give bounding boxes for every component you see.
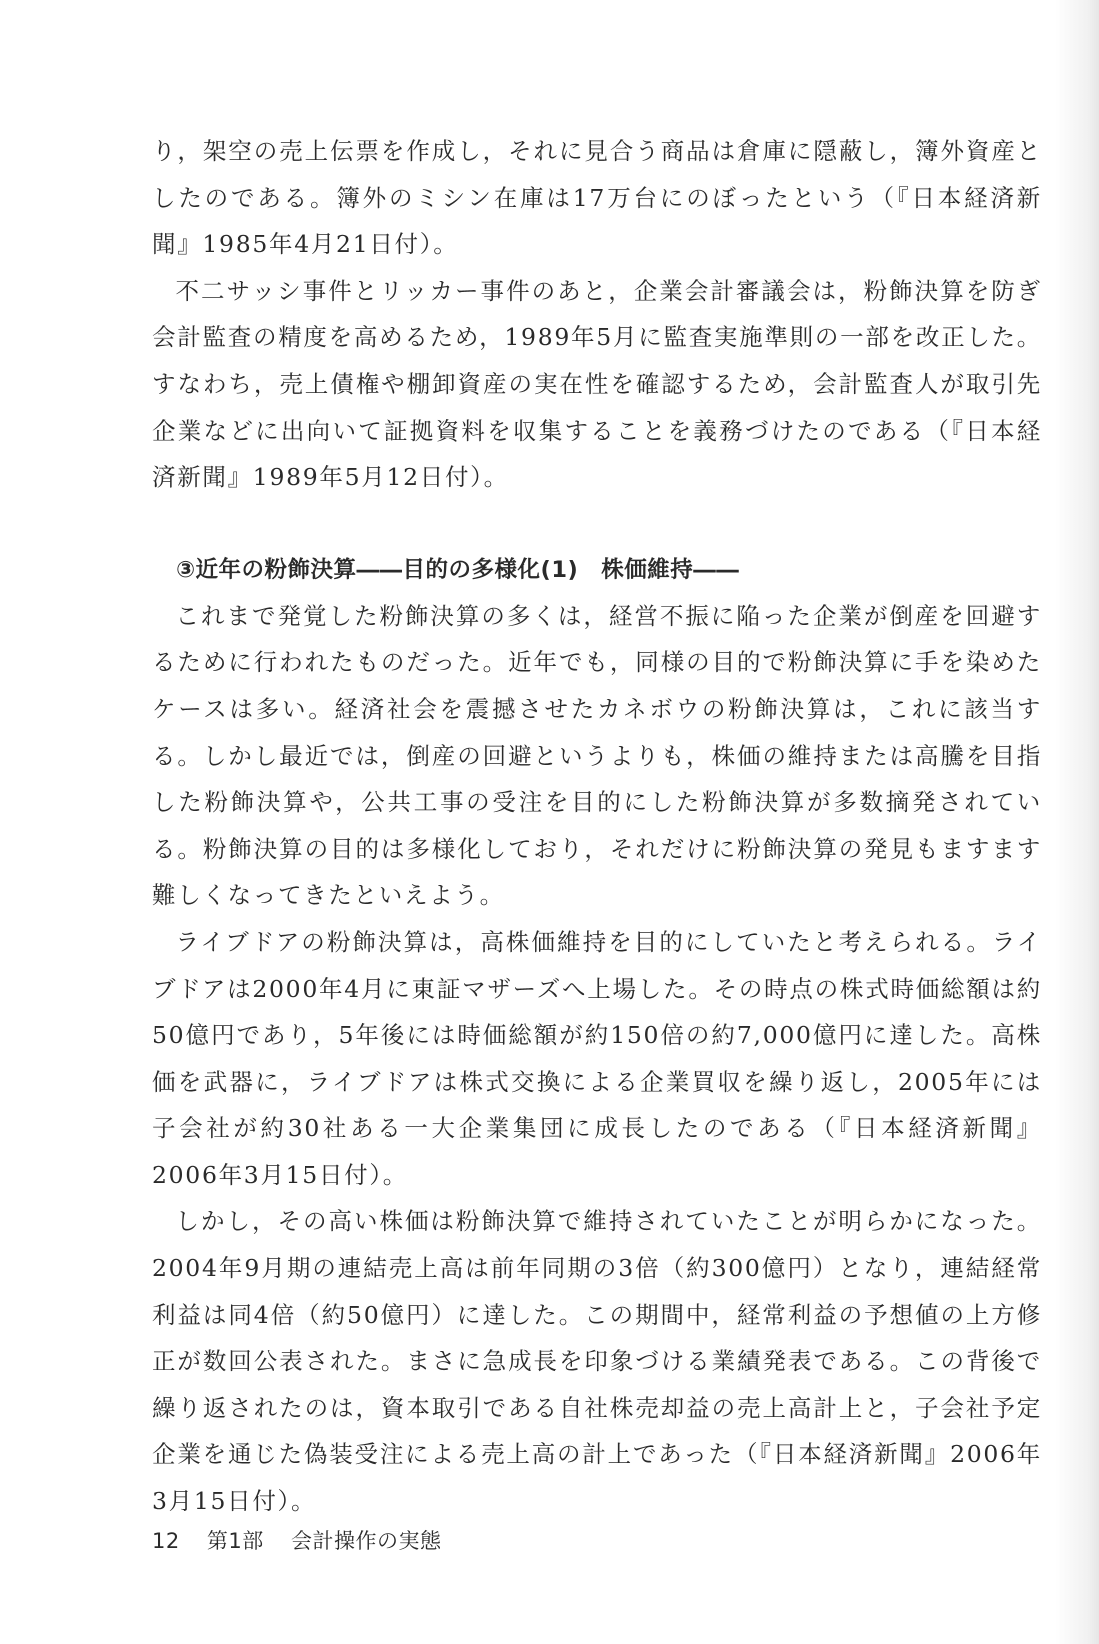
paragraph-livedoor: ライブドアの粉飾決算は，高株価維持を目的にしていたと考えられる。ライブドアは2000年4月に東証マザーズへ上場した。その時点の株式時価総額は約50億円であり，5年後には時価総額が約150倍の約7,000億円に達した。高株価を武器に，ライブドアは株式交換による企業買収を繰り返し，2005年には子会社が約30社ある一大企業集団に成長したのである（『日本経済新聞』2006年3月15日付）。 xyxy=(152,927,1042,1189)
page-number: 12 xyxy=(152,1529,180,1553)
body-text xyxy=(152,128,1042,1525)
paragraph-recent-fraud: これまで発覚した粉飾決算の多くは，経営不振に陥った企業が倒産を回避するために行われたものだった。近年でも，同様の目的で粉飾決算に手を染めたケースは多い。経済社会を震撼させたカネボウの粉飾決算は，これに該当する。しかし最近では，倒産の回避というよりも，株価の維持または高騰を目指した粉飾決算や，公共工事の受注を目的にした粉飾決算が多数摘発されている。粉飾決算の目的は多様化しており，それだけに粉飾決算の発見もますます難しくなってきたといえよう。 xyxy=(152,601,1042,910)
paragraph-continued: り，架空の売上伝票を作成し，それに見合う商品は倉庫に隠蔽し，簿外資産としたのである。簿外のミシン在庫は17万台にのぼったという（『日本経済新聞』1985年4月21日付）。 xyxy=(152,137,1042,259)
page-footer xyxy=(152,1525,441,1555)
paragraph-stock-price: しかし，その高い株価は粉飾決算で維持されていたことが明らかになった。2004年9月期の連結売上高は前年同期の3倍（約300億円）となり，連結経常利益は同4倍（約50億円）に達した。この期間中，経常利益の予想値の上方修正が数回公表された。まさに急成長を印象づける業績発表である。この背後で繰り返されたのは，資本取引である自社株売却益の売上高計上と，子会社予定企業を通じた偽装受注による売上高の計上であった（『日本経済新聞』2006年3月15日付）。 xyxy=(152,1207,1042,1516)
part-label: 第1部 xyxy=(206,1529,264,1553)
paragraph-audit-reform: 不二サッシ事件とリッカー事件のあと，企業会計審議会は，粉飾決算を防ぎ会計監査の精度を高めるため，1989年5月に監査実施準則の一部を改正した。すなわち，売上債権や棚卸資産の実在性を確認するため，会計監査人が取引先企業などに出向いて証拠資料を収集することを義務づけたのである（『日本経済新聞』1989年5月12日付）。 xyxy=(152,276,1042,492)
running-title: 会計操作の実態 xyxy=(290,1529,442,1553)
section-heading: ③近年の粉飾決算――目的の多様化(1) 株価維持―― xyxy=(176,556,740,583)
